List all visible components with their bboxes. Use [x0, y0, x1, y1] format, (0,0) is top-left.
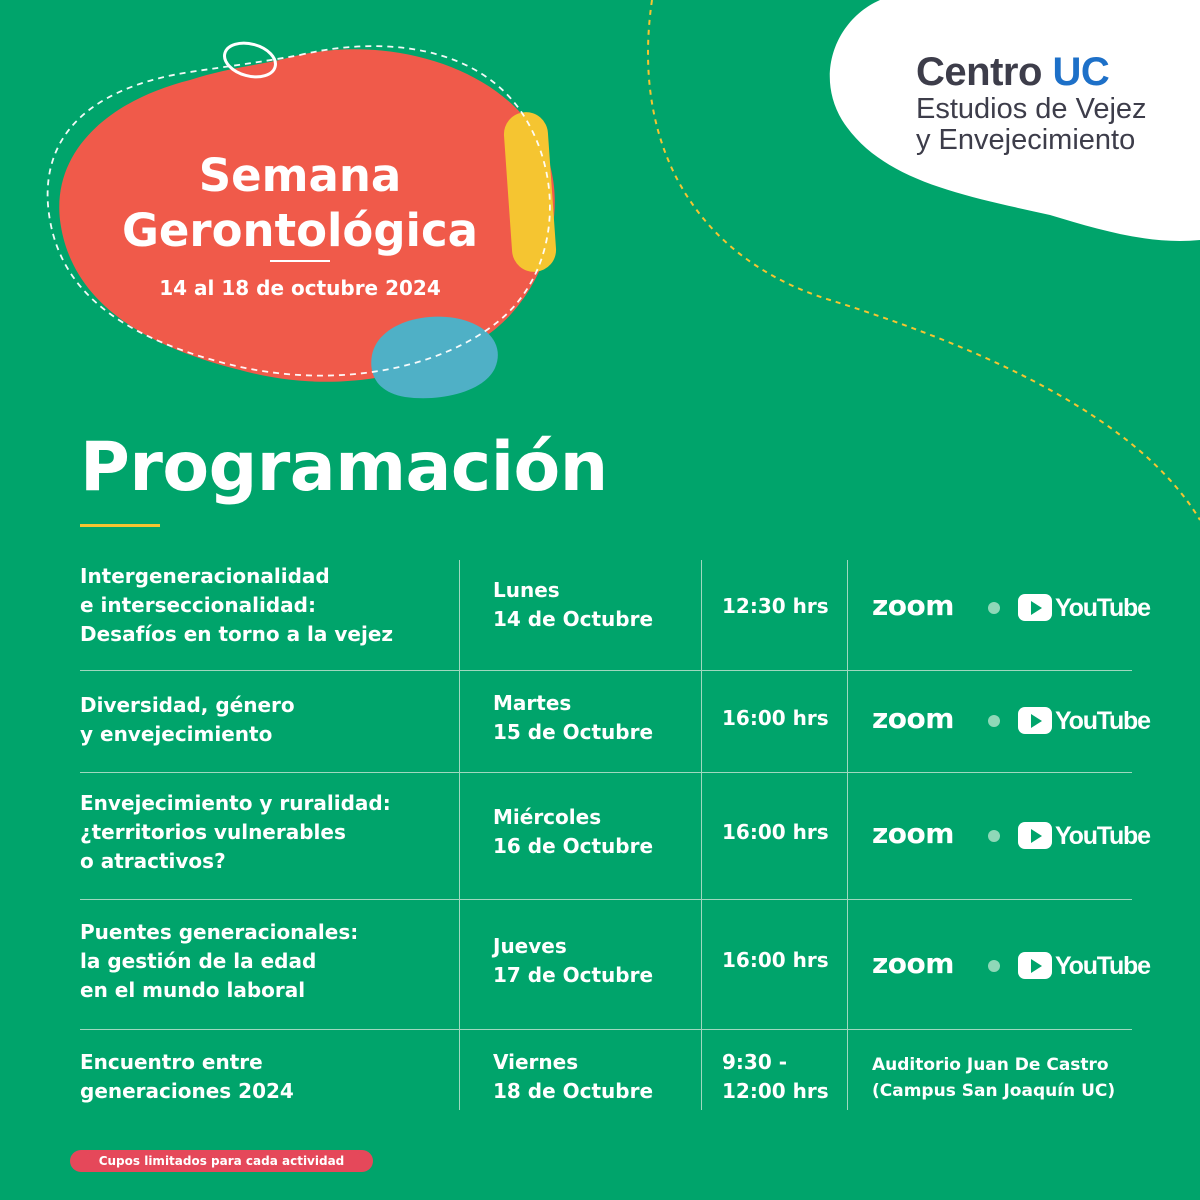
session-time: 16:00 hrs: [722, 820, 829, 844]
youtube-logo[interactable]: YouTube: [1055, 594, 1150, 622]
dot-separator-icon: [988, 715, 1000, 727]
youtube-logo[interactable]: YouTube: [1055, 822, 1150, 850]
session-time: 9:30 - 12:00 hrs: [722, 1050, 829, 1103]
platform-links: [872, 702, 1150, 735]
session-date: [493, 803, 693, 861]
event-title: [90, 148, 510, 258]
event-title-line1: Semana: [198, 149, 402, 202]
table-row: [80, 1029, 1132, 1110]
table-row: [80, 560, 1150, 671]
heading-underline: [80, 524, 160, 527]
session-weekday: Viernes: [493, 1050, 579, 1074]
venue-name: Auditorio Juan De Castro: [872, 1055, 1109, 1075]
venue-campus: (Campus San Joaquín UC): [872, 1081, 1116, 1101]
session-weekday: Martes: [493, 691, 572, 715]
youtube-play-icon[interactable]: [1018, 594, 1052, 621]
session-topic: Encuentro entre generaciones 2024: [80, 1050, 294, 1103]
session-day: 18 de Octubre: [493, 1079, 654, 1103]
session-date: [493, 932, 693, 990]
event-dates: 14 al 18 de octubre 2024: [159, 276, 441, 300]
session-day: 15 de Octubre: [493, 720, 654, 744]
table-row: [80, 670, 1150, 773]
session-day: 16 de Octubre: [493, 834, 654, 858]
session-time: 12:30 hrs: [722, 594, 829, 618]
logo-word-centro: Centro: [916, 50, 1042, 94]
event-title-line2: Gerontológica: [121, 204, 479, 257]
limited-seats-badge: Cupos limitados para cada actividad: [70, 1150, 373, 1172]
session-day: 14 de Octubre: [493, 607, 654, 631]
session-topic: Intergeneracionalidad e interseccionalidad: Desafíos en torno a la vejez: [80, 564, 394, 646]
youtube-play-icon[interactable]: [1018, 952, 1052, 979]
zoom-logo[interactable]: zoom: [872, 702, 954, 735]
platform-links: [872, 589, 1150, 622]
youtube-logo[interactable]: YouTube: [1055, 952, 1150, 980]
session-time: 16:00 hrs: [722, 948, 829, 972]
zoom-logo[interactable]: zoom: [872, 817, 954, 850]
table-row: [80, 772, 1150, 900]
session-time: 16:00 hrs: [722, 706, 829, 730]
session-weekday: Lunes: [493, 578, 560, 602]
session-venue: [872, 1052, 1132, 1104]
title-divider: [270, 260, 330, 262]
youtube-play-icon[interactable]: [1018, 707, 1052, 734]
dot-separator-icon: [988, 830, 1000, 842]
session-topic: Puentes generacionales: la gestión de la edad en el mundo laboral: [80, 920, 359, 1002]
session-day: 17 de Octubre: [493, 963, 654, 987]
platform-links: [872, 947, 1150, 980]
session-topic: Diversidad, género y envejecimiento: [80, 693, 295, 746]
session-weekday: Miércoles: [493, 805, 602, 829]
youtube-play-icon[interactable]: [1018, 822, 1052, 849]
session-date: [493, 689, 693, 747]
session-topic: Envejecimiento y ruralidad: ¿territorios vulnerables o atractivos?: [80, 791, 391, 873]
logo-title: [916, 50, 1147, 94]
dot-separator-icon: [988, 960, 1000, 972]
zoom-logo[interactable]: zoom: [872, 589, 954, 622]
table-row: [80, 899, 1150, 1030]
logo-word-uc: UC: [1052, 50, 1110, 94]
zoom-logo[interactable]: zoom: [872, 947, 954, 980]
youtube-logo[interactable]: YouTube: [1055, 707, 1150, 735]
program-heading: Programación: [80, 428, 608, 507]
session-date: [493, 1048, 693, 1106]
dot-separator-icon: [988, 602, 1000, 614]
session-weekday: Jueves: [493, 934, 567, 958]
platform-links: [872, 817, 1150, 850]
logo-subtitle-line1: Estudios de Vejez: [916, 93, 1147, 125]
schedule-table: [80, 560, 1150, 1110]
logo-subtitle-line2: y Envejecimiento: [916, 124, 1136, 156]
session-date: [493, 576, 693, 634]
centro-uc-logo: [916, 50, 1147, 156]
